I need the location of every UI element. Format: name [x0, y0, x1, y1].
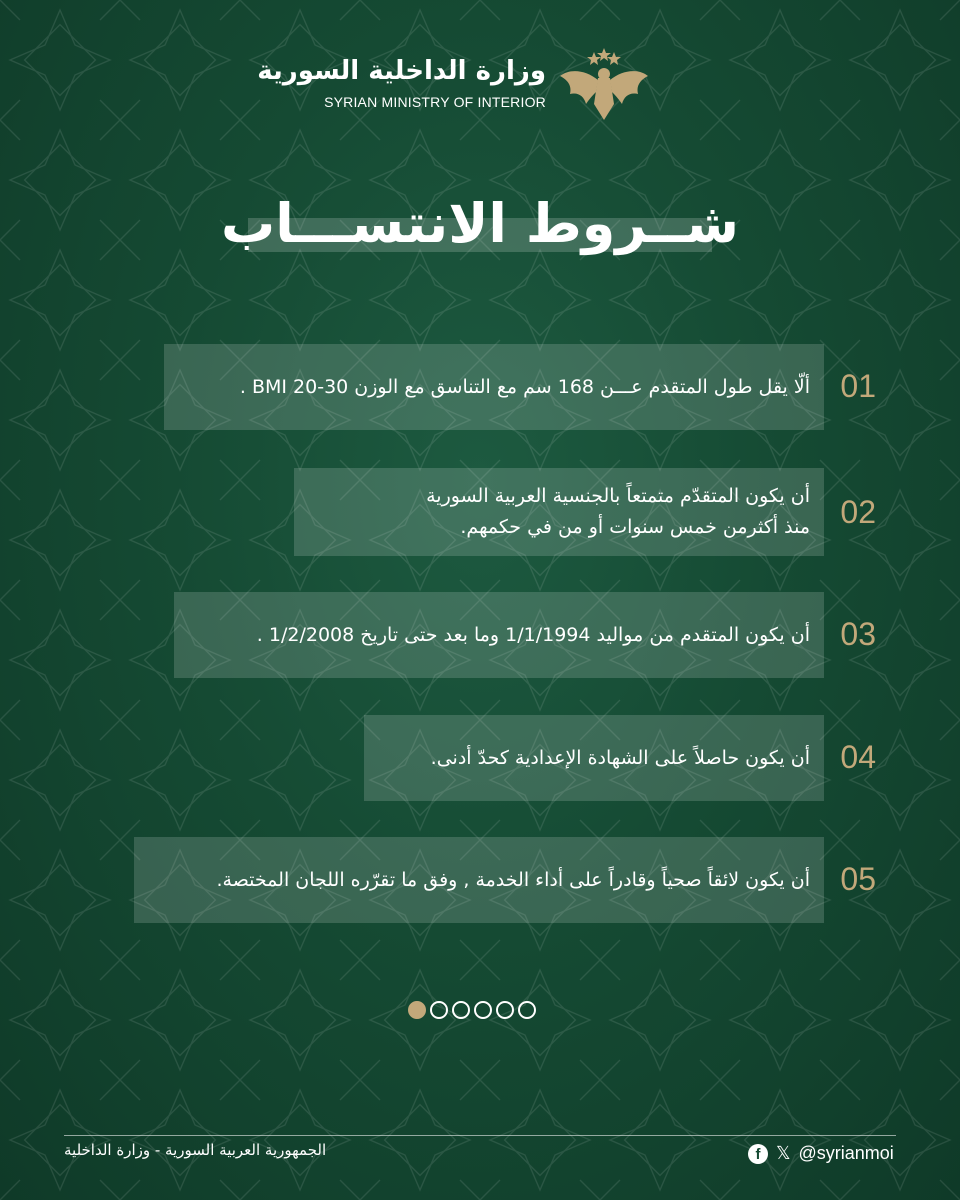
page-title: شــروط الانتســـاب: [221, 192, 739, 255]
footer-divider: [64, 1135, 896, 1136]
social-links: [748, 1143, 894, 1164]
condition-text-box: [364, 715, 824, 801]
condition-text-box: [164, 344, 824, 430]
condition-text-box: [174, 592, 824, 678]
condition-text: أن يكون لائقاً صحياً وقادراً على أداء الخدمة , وفق ما تقرّره اللجان المختصة.: [216, 868, 810, 891]
x-icon[interactable]: 𝕏: [776, 1143, 791, 1163]
condition-text: ألّا يقل طول المتقدم عـــن 168 سم مع التناسق مع الوزن BMI 20-30 .: [239, 375, 810, 398]
condition-number: 04: [840, 739, 876, 775]
condition-text-box: [294, 468, 824, 556]
page-title-block: [0, 192, 960, 282]
pager-dot[interactable]: [430, 1001, 448, 1019]
pager-dot[interactable]: [474, 1001, 492, 1019]
eagle-emblem-icon: [558, 48, 650, 124]
ministry-name-arabic: وزارة الداخلية السورية: [257, 56, 546, 86]
ministry-name-english: SYRIAN MINISTRY OF INTERIOR: [324, 94, 546, 110]
condition-text: أن يكون حاصلاً على الشهادة الإعدادية كحدّ أدنى.: [430, 746, 810, 769]
condition-text: أن يكون المتقدّم متمتعاً بالجنسية العربية السورية: [426, 485, 810, 507]
condition-number: 03: [840, 616, 876, 652]
condition-text-box: [134, 837, 824, 923]
pager-dot[interactable]: [452, 1001, 470, 1019]
ministry-brand: [257, 48, 650, 128]
pager-dot[interactable]: [518, 1001, 536, 1019]
condition-text: منذ أكثرمن خمس سنوات أو من في حكمهم.: [460, 516, 810, 538]
social-handle[interactable]: @syrianmoi: [798, 1143, 894, 1163]
condition-text: أن يكون المتقدم من مواليد 1/1/1994 وما بعد حتى تاريخ 1/2/2008 .: [256, 623, 810, 646]
condition-number: 05: [840, 861, 876, 897]
condition-number: 01: [840, 368, 876, 404]
slide-pager: [408, 1001, 536, 1023]
footer-credit: الجمهورية العربية السورية - وزارة الداخلية: [64, 1141, 327, 1159]
pager-dot[interactable]: [496, 1001, 514, 1019]
condition-number: 02: [840, 494, 876, 530]
facebook-icon[interactable]: f: [748, 1144, 768, 1164]
pager-dot-active[interactable]: [408, 1001, 426, 1019]
